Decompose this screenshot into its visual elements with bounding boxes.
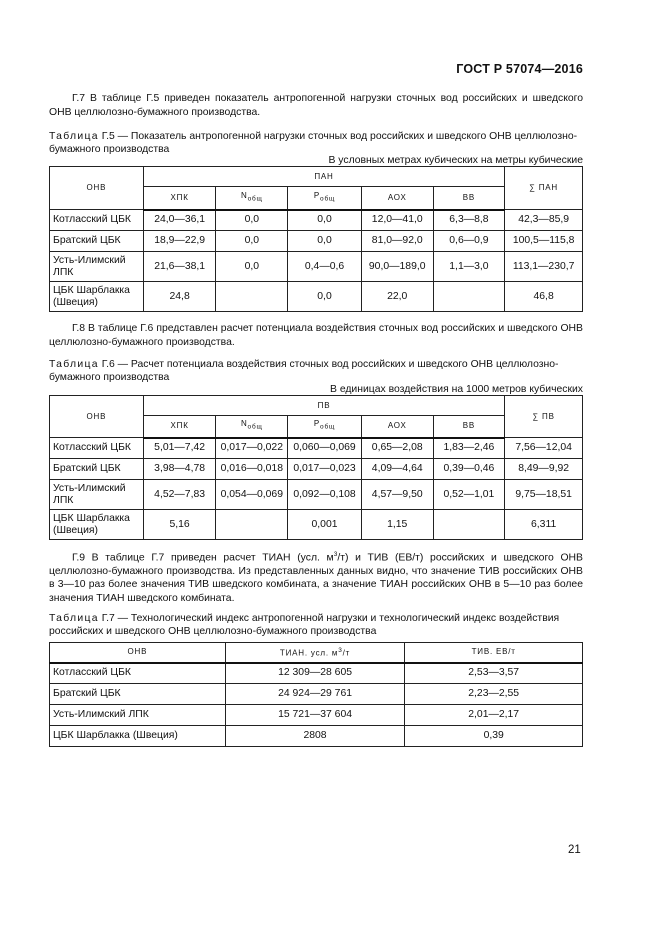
table-row: Усть-Илимский ЛПК 21,6—38,1 0,0 0,4—0,6 90,0—189,0 1,1—3,0 113,1—230,7 [50, 252, 583, 282]
table-g5-unit: В условных метрах кубических на метры кубические [328, 155, 583, 166]
caption-text: Г.5 — Показатель антропогенной нагрузки сточных вод российских и шведского ОНВ целлюлозно-бумажного производства [49, 131, 578, 155]
table-row: Братский ЦБК 18,9—22,9 0,0 0,0 81,0—92,0 0,6—0,9 100,5—115,8 [50, 231, 583, 252]
col-xpk: ХПК [143, 416, 216, 438]
table-g6-caption [49, 358, 583, 384]
col-p-total: $P_{общ}$ [288, 416, 362, 438]
table-g7-caption [49, 612, 583, 638]
table-row: Котласский ЦБК 5,01—7,42 0,017—0,022 0,060—0,069 0,65—2,08 1,83—2,46 7,56—12,04 [50, 438, 583, 459]
col-n-total: $N_{общ}$ [216, 416, 288, 438]
paragraph-g9: Г.9 В таблице Г.7 приведен расчет ТИАН (усл. $м^3/т$) и ТИВ (ЕВ/т) российских и шведского ОНВ целлюлозно-бумажного производства. Из представленных данных видно, что значение ТИВ российских ОНВ в 3—10 раз более значения ТИВ шведского комбината, а значение ТИАН российских ОНВ в 5—10 раз более значения ТИАН шведского комбината. [49, 551, 583, 604]
caption-text: Г.6 — Расчет потенциала воздействия сточных вод российских и шведского ОНВ целлюлозно-бумажного производства [49, 359, 559, 383]
col-onv: ОНВ [50, 643, 226, 663]
page-number: 21 [568, 844, 581, 856]
col-sum-pan: ∑ ПАН [505, 167, 583, 210]
col-tian: ТИАН. усл. $м^3/т$ [225, 643, 405, 663]
table-g7 [49, 642, 583, 747]
table-row: ЦБК Шарблакка (Швеция) 5,16 0,001 1,15 6,311 [50, 510, 583, 540]
table-row: Усть-Илимский ЛПК 15 721—37 604 2,01—2,17 [50, 705, 583, 726]
table-row: Котласский ЦБК 24,0—36,1 0,0 0,0 12,0—41,0 6,3—8,8 42,3—85,9 [50, 210, 583, 231]
standard-designation: ГОСТ Р 57074—2016 [456, 62, 583, 76]
col-group-pan: ПАН [143, 167, 504, 187]
col-vv: ВВ [433, 416, 505, 438]
table-g5 [49, 166, 583, 312]
col-onv: ОНВ [50, 396, 144, 438]
col-p-total: $P_{общ}$ [288, 187, 362, 210]
col-n-total: $N_{общ}$ [216, 187, 288, 210]
table-row: Котласский ЦБК 12 309—28 605 2,53—3,57 [50, 663, 583, 684]
table-row: ЦБК Шарблакка (Швеция) 2808 0,39 [50, 726, 583, 747]
col-onv: ОНВ [50, 167, 144, 210]
caption-label: Таблица [49, 131, 99, 142]
paragraph-g7: Г.7 В таблице Г.5 приведен показатель антропогенной нагрузки сточных вод российских и шведского ОНВ целлюлозно-бумажного производства. [49, 93, 583, 118]
caption-text: Г.7 — Технологический индекс антропогенной нагрузки и технологический индекс воздействия российских и шведского ОНВ целлюлозно-бумажного производства [49, 613, 560, 637]
col-vv: ВВ [433, 187, 505, 210]
table-g5-caption [49, 130, 583, 156]
table-row: Усть-Илимский ЛПК 4,52—7,83 0,054—0,069 0,092—0,108 4,57—9,50 0,52—1,01 9,75—18,51 [50, 480, 583, 510]
col-sum-pv: ∑ ПВ [505, 396, 583, 438]
caption-label: Таблица [49, 359, 99, 370]
col-aox: АОХ [361, 416, 433, 438]
table-g6-unit: В единицах воздействия на 1000 метров кубических [330, 384, 583, 395]
table-row: Братский ЦБК 24 924—29 761 2,23—2,55 [50, 684, 583, 705]
col-xpk: ХПК [143, 187, 216, 210]
table-g6 [49, 395, 583, 540]
col-tiv: ТИВ. ЕВ/т [405, 643, 583, 663]
table-row: ЦБК Шарблакка (Швеция) 24,8 0,0 22,0 46,8 [50, 282, 583, 312]
col-aox: АОХ [361, 187, 433, 210]
col-group-pv: ПВ [143, 396, 504, 416]
table-row: Братский ЦБК 3,98—4,78 0,016—0,018 0,017—0,023 4,09—4,64 0,39—0,46 8,49—9,92 [50, 459, 583, 480]
paragraph-g8: Г.8 В таблице Г.6 представлен расчет потенциала воздействия сточных вод российских и шведского ОНВ целлюлозно-бумажного производства. [49, 323, 583, 348]
caption-label: Таблица [49, 613, 99, 624]
